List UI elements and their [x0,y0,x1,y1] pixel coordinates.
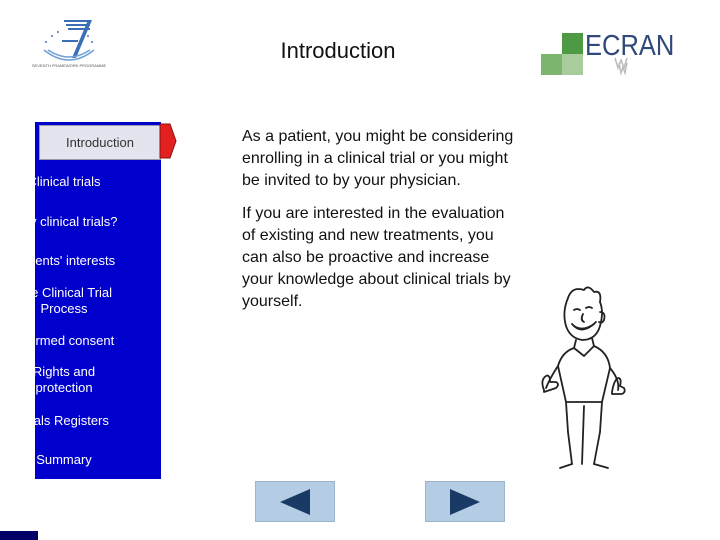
page-title: Introduction [280,38,396,63]
sidebar-item-introduction[interactable]: Introduction [39,125,161,160]
previous-slide-button[interactable] [255,481,335,522]
sidebar-item-summary[interactable]: Summary [36,452,92,467]
sidebar-item-trials-registers[interactable]: Trials Registers [19,413,109,428]
sidebar-item-clinical-trial-process[interactable]: The Clinical Trial Process [15,285,113,316]
fp7-logo-text: SEVENTH FRAMEWORK PROGRAMME [31,63,107,68]
sidebar-item-rights-protection[interactable]: Rights and protection [32,364,96,395]
paragraph-1: As a patient, you might be considering enrolling in a clinical trial or you might be invited to by your physician. [242,128,514,189]
arrow-right-icon [448,487,482,517]
active-item-arrow-icon [160,124,176,158]
main-content [242,126,517,324]
ecran-logo-text: ECRAN [585,30,675,62]
next-slide-button[interactable] [425,481,505,522]
fp7-logo [31,16,107,74]
sidebar-item-why-clinical-trials[interactable]: Why clinical trials? [10,214,118,229]
corner-tab [0,531,38,540]
sidebar-item-clinical-trials[interactable]: Clinical trials [27,174,101,189]
paragraph-2: If you are interested in the evaluation of existing and new treatments, you can also be proactive and increase your knowledge about clinical trials by yourself. [242,205,511,310]
arrow-left-icon [278,487,312,517]
sidebar-item-informed-consent[interactable]: Informed consent [13,333,115,348]
sidebar-item-patients-interests[interactable]: Patients' interests [12,253,116,268]
smiling-man-illustration [536,282,626,472]
